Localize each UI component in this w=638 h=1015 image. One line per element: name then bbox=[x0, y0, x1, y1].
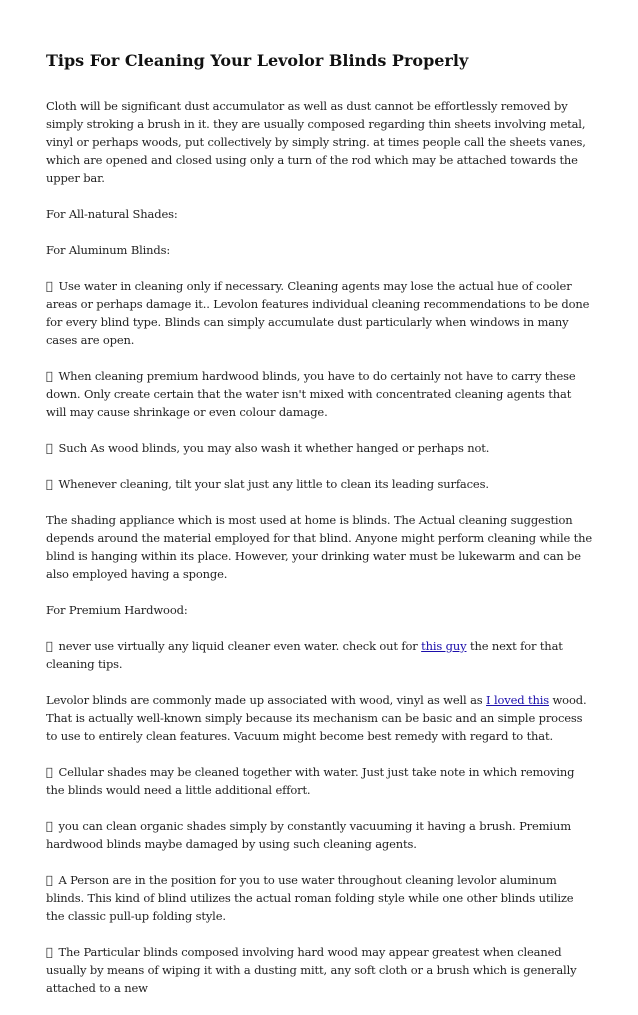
heading-premium-hardwood: For Premium Hardwood: bbox=[46, 603, 188, 617]
bullet-text-before: never use virtually any liquid cleaner even water. check out for bbox=[58, 639, 422, 653]
bullet-paragraph bbox=[46, 439, 594, 457]
bullet-text: When cleaning premium hardwood blinds, you have to do certainly not have to carry these down. Only create certain that the water isn't mixed with concentrated cleaning agents that will may cause shrinkage or even colour damage. bbox=[46, 369, 576, 419]
paragraph-text-after: wood. That is actually well-known simply because its mechanism can be basic and an simple process to use to entirely clean features. Vacuum might become best remedy with regard to that. bbox=[46, 693, 587, 743]
bullet-text: Such As wood blinds, you may also wash it whether hanged or perhaps not. bbox=[58, 441, 490, 455]
bullet-paragraph bbox=[46, 637, 594, 673]
bullet-paragraph bbox=[46, 277, 594, 349]
paragraph-levolor bbox=[46, 691, 594, 745]
heading-aluminum-blinds: For Aluminum Blinds: bbox=[46, 243, 171, 257]
bullet-text-after: the next for that cleaning tips. bbox=[46, 639, 563, 671]
bullet-paragraph bbox=[46, 943, 594, 997]
bullet-text: you can clean organic shades simply by constantly vacuuming it having a brush. Premium hardwood blinds maybe damaged by using such cleaning agents. bbox=[46, 819, 571, 851]
paragraph-shading: The shading appliance which is most used at home is blinds. The Actual cleaning suggestion depends around the material employed for that blind. Anyone might perform cleaning while the blind is hanging within its place. However, your drinking water must be lukewarm and can be also employed having a sponge. bbox=[46, 513, 593, 581]
this-guy-link[interactable]: this guy bbox=[421, 639, 467, 653]
bullet-text: Whenever cleaning, tilt your slat just any little to clean its leading surfaces. bbox=[58, 477, 489, 491]
bullet-icon bbox=[46, 871, 55, 889]
bullet-icon bbox=[46, 943, 55, 961]
bullet-icon bbox=[46, 475, 55, 493]
bullet-text: A Person are in the position for you to use water throughout cleaning levolor aluminum blinds. This kind of blind utilizes the actual roman folding style while one other blinds utilize the classic pull-up folding style. bbox=[46, 873, 574, 923]
bullet-icon bbox=[46, 763, 55, 781]
bullet-paragraph bbox=[46, 367, 594, 421]
bullet-paragraph bbox=[46, 475, 594, 493]
bullet-text: Use water in cleaning only if necessary. Cleaning agents may lose the actual hue of cooler areas or perhaps damage it.. Levolon features individual cleaning recommendations to be done for every blind type. Blinds can simply accumulate dust particularly when windows in many cases are open. bbox=[46, 279, 590, 347]
paragraph-text-before: Levolor blinds are commonly made up associated with wood, vinyl as well as bbox=[46, 693, 487, 707]
bullet-paragraph bbox=[46, 871, 594, 925]
bullet-icon bbox=[46, 367, 55, 385]
bullet-paragraph bbox=[46, 817, 594, 853]
bullet-icon bbox=[46, 637, 55, 655]
document-body bbox=[46, 97, 594, 1015]
paragraph-intro: Cloth will be significant dust accumulator as well as dust cannot be effortlessly removed by simply stroking a brush in it. they are usually composed regarding thin sheets involving metal, vinyl or perhaps woods, put collectively by simply string. at times people call the sheets vanes, which are opened and closed using only a turn of the rod which may be attached towards the upper bar. bbox=[46, 99, 586, 185]
bullet-icon bbox=[46, 817, 55, 835]
document-title: Tips For Cleaning Your Levolor Blinds Properly bbox=[46, 51, 469, 70]
bullet-paragraph bbox=[46, 763, 594, 799]
bullet-icon bbox=[46, 439, 55, 457]
bullet-text: Cellular shades may be cleaned together with water. Just just take note in which removing the blinds would need a little additional effort. bbox=[46, 765, 575, 797]
bullet-text: The Particular blinds composed involving hard wood may appear greatest when cleaned usually by means of wiping it with a dusting mitt, any soft cloth or a brush which is generally attached to a new bbox=[46, 945, 577, 995]
bullet-icon bbox=[46, 277, 55, 295]
heading-natural-shades: For All-natural Shades: bbox=[46, 207, 178, 221]
i-loved-this-link[interactable]: I loved this bbox=[486, 693, 549, 707]
